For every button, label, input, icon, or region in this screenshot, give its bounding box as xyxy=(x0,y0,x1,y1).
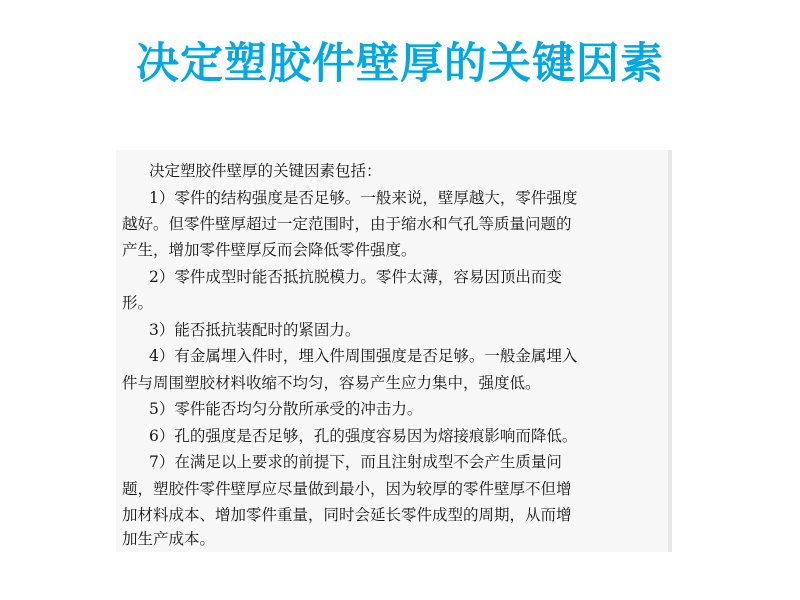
text-line-item7-cont: 加生产成本。 xyxy=(122,530,216,548)
text-line-item2-cont: 形。 xyxy=(122,294,154,312)
scan-edge xyxy=(668,150,672,552)
text-line-item6: 6）孔的强度是否足够，孔的强度容易因为熔接痕影响而降低。 xyxy=(149,427,578,445)
text-line-item4-cont: 件与周围塑胶材料收缩不均匀，容易产生应力集中，强度低。 xyxy=(122,374,541,392)
text-line-item7-cont: 加材料成本、增加零件重量，同时会延长零件成型的周期，从而增 xyxy=(122,506,572,524)
text-line-item7: 7）在满足以上要求的前提下，而且注射成型不会产生质量问 xyxy=(149,453,562,471)
scanned-text-block xyxy=(116,150,672,552)
text-line-item5: 5）零件能否均匀分散所承受的冲击力。 xyxy=(149,400,423,418)
text-line-item1-cont: 越好。但零件壁厚超过一定范围时，由于缩水和气孔等质量问题的 xyxy=(122,215,572,233)
slide-title: 决定塑胶件壁厚的关键因素 xyxy=(136,39,664,89)
text-line-item3: 3）能否抵抗装配时的紧固力。 xyxy=(149,321,361,339)
text-line-intro: 决定塑胶件壁厚的关键因素包括： xyxy=(149,162,382,180)
text-line-item4: 4）有金属埋入件时，埋入件周围强度是否足够。一般金属埋入 xyxy=(149,347,578,365)
text-line-item1-cont: 产生，增加零件壁厚反而会降低零件强度。 xyxy=(122,241,417,259)
text-line-item1: 1）零件的结构强度是否足够。一般来说，壁厚越大，零件强度 xyxy=(149,189,578,207)
text-line-item2: 2）零件成型时能否抵抗脱模力。零件太薄，容易因顶出而变 xyxy=(149,268,562,286)
text-line-item7-cont: 题，塑胶件零件壁厚应尽量做到最小，因为较厚的零件壁厚不但增 xyxy=(122,480,572,498)
